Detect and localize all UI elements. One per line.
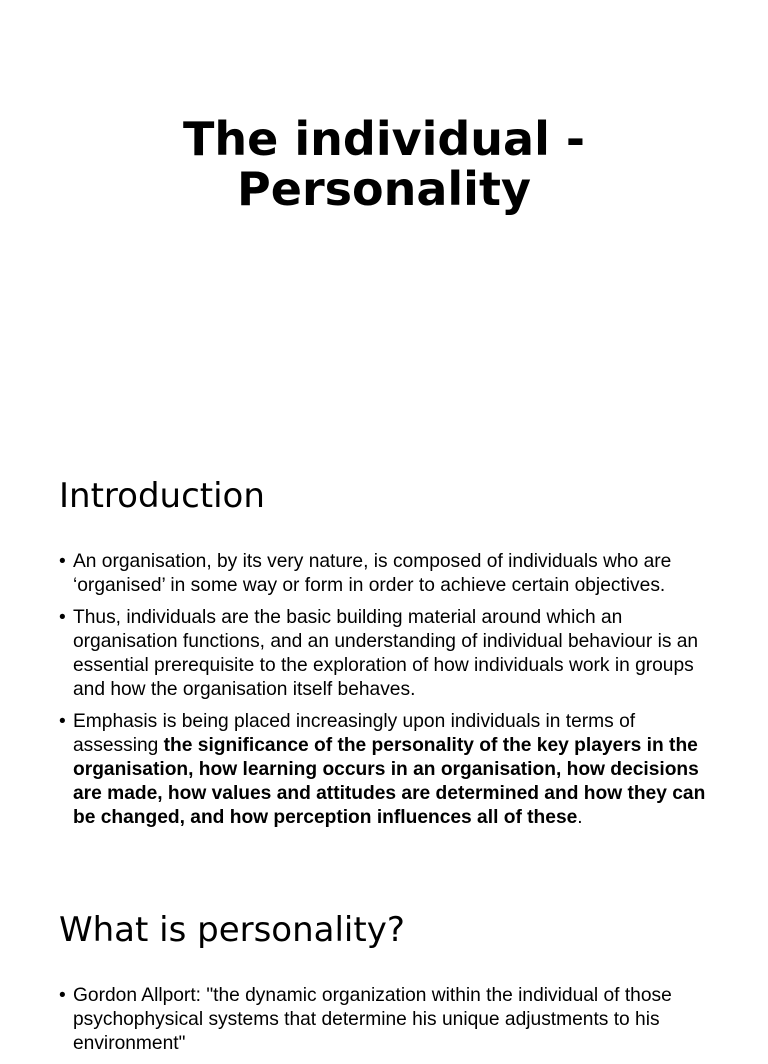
bullet-text-tail: . xyxy=(577,807,583,828)
bullet-text-emphasis: the significance of the personality of the key players in the organisation, how learning occurs in an organisation, how decisions are made, how values and attitudes are determined and how they can be changed, and how perception influences all of these xyxy=(73,735,706,828)
bullet-marker: • xyxy=(59,985,66,1006)
bullet-marker: • xyxy=(59,607,66,628)
slide-title-line-1: The individual - xyxy=(183,112,585,166)
list-item xyxy=(59,606,709,702)
bullet-text-lead: Emphasis is being placed increasingly upon individuals in terms of assessing xyxy=(73,711,636,756)
slide-title xyxy=(0,114,768,214)
title-slide xyxy=(0,0,768,440)
introduction-heading: Introduction xyxy=(59,476,265,516)
bullet-text: Gordon Allport: "the dynamic organization within the individual of those psychophysical systems that determine his unique adjustments to his environment" xyxy=(73,985,672,1054)
bullet-text: An organisation, by its very nature, is composed of individuals who are ‘organised’ in some way or form in order to achieve certain objectives. xyxy=(73,551,672,596)
personality-heading: What is personality? xyxy=(59,910,405,950)
bullet-text: Thus, individuals are the basic building material around which an organisation functions, and an understanding of individual behaviour is an essential prerequisite to the exploration of how individuals work in groups and how the organisation itself behaves. xyxy=(73,607,699,700)
bullet-marker: • xyxy=(59,711,66,732)
bullet-marker: • xyxy=(59,551,66,572)
list-item xyxy=(59,710,709,830)
slide-title-line-2: Personality xyxy=(237,162,531,216)
list-item xyxy=(59,550,709,598)
personality-bullet-list xyxy=(59,984,709,1064)
list-item xyxy=(59,984,709,1056)
introduction-bullet-list xyxy=(59,550,709,838)
